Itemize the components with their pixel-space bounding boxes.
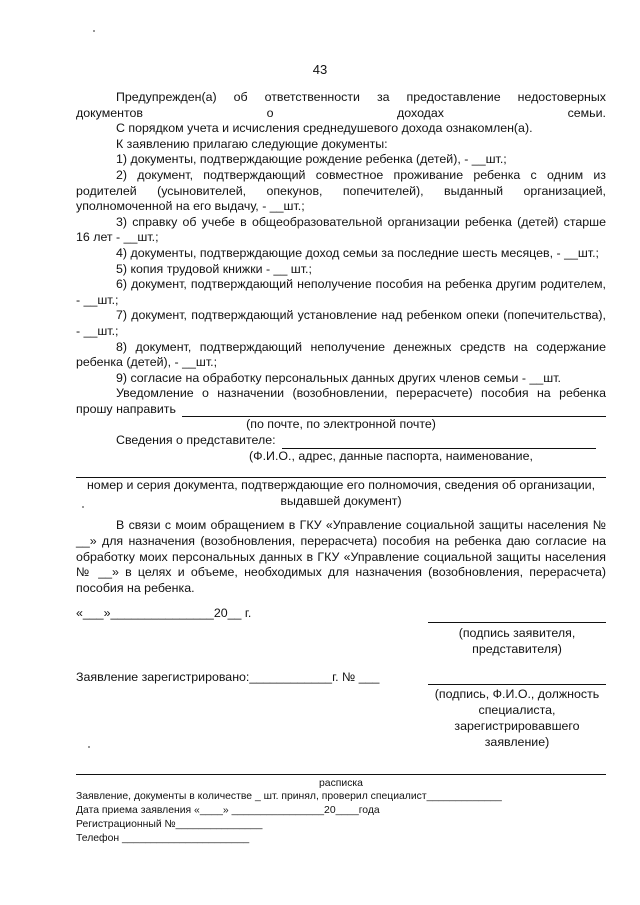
specialist-caption-2: специалиста, <box>478 703 556 717</box>
notice-send-field <box>182 403 606 417</box>
representative-label: Сведения о представителе: <box>116 433 276 448</box>
attachment-item-7: 7) документ, подтверждающий установление над ребенком опеки (попечительства), - __шт.; <box>76 308 606 338</box>
notice-send-label: прошу направить <box>76 401 176 416</box>
registered-line: Заявление зарегистрировано:____________г. № ___ <box>76 670 380 684</box>
specialist-signature-line <box>428 684 606 685</box>
attachment-item-2: 2) документ, подтверждающий совместное проживание ребенка с одним из родителей (усыновителей, опекунов, попечителей), выданный организацией, уполномоченной на его выдачу, - __шт.; <box>76 167 606 214</box>
receipt-divider <box>76 774 606 775</box>
scan-speck <box>93 30 95 32</box>
representative-field <box>282 435 596 449</box>
applicant-caption-1: (подпись заявителя, <box>458 626 576 640</box>
specialist-caption-1: (подпись, Ф.И.О., должность <box>434 687 600 701</box>
notice-paragraph: Уведомление о назначении (возобновлении, перерасчете) пособия на ребенка <box>116 386 606 401</box>
application-body <box>76 90 606 596</box>
representative-caption-2: номер и серия документа, подтверждающие его полномочия, сведения об организации, выдавшей документ) <box>86 478 596 508</box>
attachment-item-5: 5) копия трудовой книжки - __ шт.; <box>116 261 312 276</box>
receipt-line-3: Регистрационный №_______________ <box>76 819 263 830</box>
scan-speck <box>88 746 90 748</box>
representative-caption-1: (Ф.И.О., адрес, данные паспорта, наименование, <box>249 448 533 463</box>
attachment-item-1: 1) документы, подтверждающие рождение ребенка (детей), - __шт.; <box>116 152 507 167</box>
applicant-signature-line <box>428 622 606 623</box>
attachment-item-3: 3) справку об учебе в общеобразовательной организации ребенка (детей) старше 16 лет - __шт.; <box>76 214 606 245</box>
warned-paragraph: Предупрежден(а) об ответственности за предоставление недостоверных документов о доходах семьи. <box>76 90 606 120</box>
applicant-caption-2: представителя) <box>472 642 562 656</box>
consent-paragraph: В связи с моим обращением в ГКУ «Управление социальной защиты населения № __» для назначения (возобновления, перерасчета) пособия на ребенка даю согласие на обработку моих персональных данных в ГКУ «Управление социальной защиты населения № __» в целях и объеме, необходимых для назначения (возобновления, перерасчета) пособия на ребенка. <box>76 518 606 595</box>
attachment-item-8: 8) документ, подтверждающий неполучение денежных средств на содержание ребенка (детей), - __шт.; <box>76 339 606 370</box>
attachment-item-4: 4) документы, подтверждающие доход семьи за последние шесть месяцев, - __шт.; <box>116 245 599 260</box>
receipt-line-4: Телефон ______________________ <box>76 833 250 844</box>
representative-row <box>76 433 606 449</box>
attachment-item-9: 9) согласие на обработку персональных данных других членов семьи - __шт. <box>116 370 561 385</box>
familiar-paragraph: С порядком учета и исчисления среднедушевого дохода ознакомлен(а). <box>116 121 533 136</box>
notice-send-row <box>76 402 606 418</box>
representative-field-2 <box>76 464 606 478</box>
notice-caption: (по почте, по электронной почте) <box>246 417 436 432</box>
scan-speck <box>82 506 84 508</box>
attachment-item-6: 6) документ, подтверждающий неполучение пособия на ребенка другим родителем, - __шт.; <box>76 277 606 307</box>
receipt-title: расписка <box>319 778 363 789</box>
receipt-line-2: Дата приема заявления «____» ________________20____года <box>76 805 380 816</box>
specialist-caption-4: заявление) <box>484 735 550 749</box>
date-line: «___»_______________20__ г. <box>76 606 252 620</box>
page-number: 43 <box>312 62 328 77</box>
representative-line-2 <box>76 464 606 478</box>
receipt-line-1: Заявление, документы в количестве _ шт. принял, проверил специалист_____________ <box>76 791 502 802</box>
specialist-caption-3: зарегистрировавшего <box>454 719 580 733</box>
attachments-intro: К заявлению прилагаю следующие документы: <box>116 136 388 151</box>
